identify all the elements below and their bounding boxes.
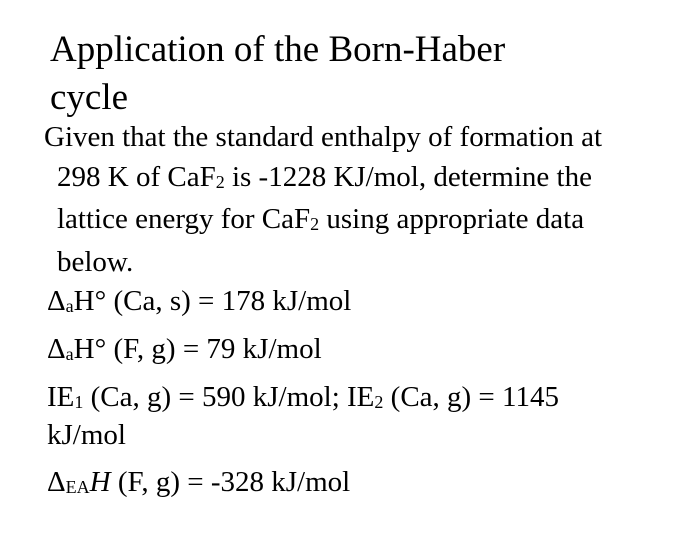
ionization-text-end: (Ca, g) = 1145 [383, 381, 559, 413]
delta-symbol: Δ [47, 466, 66, 498]
given-line-2 [44, 158, 694, 201]
delta-symbol: Δ [47, 333, 66, 365]
atomization-f-text: H° (F, g) = 79 kJ/mol [73, 333, 322, 365]
title-line-1: Application of the Born-Haber [50, 29, 506, 70]
subscript-ea: EA [65, 477, 90, 497]
electron-affinity-text: (F, g) = -328 kJ/mol [110, 466, 351, 498]
ionization-text-mid: (Ca, g) = 590 kJ/mol; IE [83, 381, 375, 413]
given-text-3a: lattice energy for CaF [57, 203, 311, 235]
electron-affinity-line [47, 463, 350, 505]
given-line-1 [44, 118, 694, 158]
given-text-4: below. [57, 245, 134, 278]
ie1-subscript: 1 [74, 392, 84, 412]
atomization-ca-line [47, 282, 351, 324]
given-paragraph [44, 118, 694, 282]
ionization-line [47, 378, 559, 420]
given-subscript-2: 2 [215, 171, 225, 192]
subscript-a: a [65, 296, 74, 316]
given-text-2b: is -1228 KJ/mol, determine the [224, 160, 592, 193]
ionization-continuation-line [47, 416, 126, 455]
given-text-2a: 298 K of CaF [57, 160, 216, 193]
subscript-a: a [65, 344, 74, 364]
given-line-4 [44, 243, 694, 283]
atomization-f-line [47, 330, 322, 372]
ionization-unit: kJ/mol [47, 419, 126, 451]
enthalpy-h-italic: H [89, 466, 111, 498]
given-subscript-3: 2 [310, 214, 320, 234]
ie1-label: IE [47, 381, 75, 413]
given-line-3 [44, 200, 694, 243]
slide-title [50, 26, 650, 122]
ie2-subscript: 2 [374, 392, 384, 412]
given-text-1: Given that the standard enthalpy of formation at [44, 121, 603, 153]
title-line-2: cycle [50, 77, 129, 118]
delta-symbol: Δ [47, 285, 66, 317]
atomization-ca-text: H° (Ca, s) = 178 kJ/mol [73, 285, 352, 317]
given-text-3b: using appropriate data [319, 203, 585, 235]
